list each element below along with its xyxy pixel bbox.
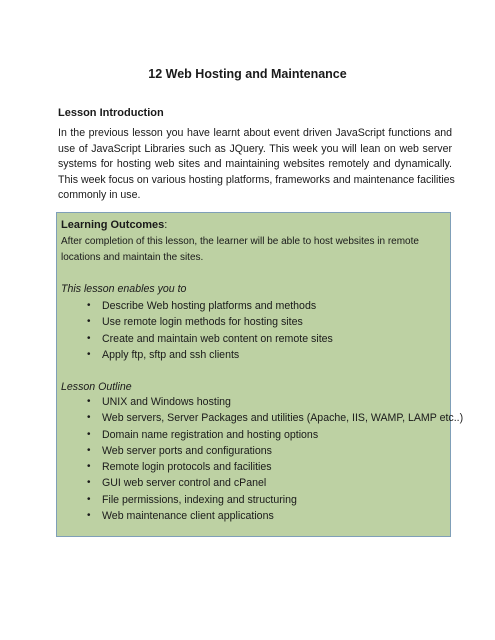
list-item-text: Web server ports and configurations [102, 444, 272, 457]
list-item-text: Apply ftp, sftp and ssh clients [102, 348, 240, 361]
bullet-icon: • [87, 428, 91, 440]
learning-outcomes-box [56, 212, 464, 537]
bullet-icon: • [87, 300, 91, 311]
page-title: 12 Web Hosting and Maintenance [148, 67, 347, 81]
list-item [87, 494, 463, 510]
bullet-icon: • [87, 444, 91, 456]
list-item [87, 445, 463, 461]
bullet-icon: • [87, 477, 91, 489]
lesson-introduction-heading: Lesson Introduction [58, 107, 164, 119]
list-item-text: UNIX and Windows hosting [102, 396, 231, 408]
enables-list [87, 300, 333, 365]
list-item [87, 510, 463, 526]
list-item [87, 412, 463, 428]
list-item [87, 461, 463, 477]
list-item [87, 316, 333, 332]
list-item [87, 429, 463, 445]
bullet-icon: • [87, 332, 91, 344]
lesson-introduction-text [58, 126, 455, 204]
bullet-icon: • [87, 461, 91, 473]
outline-heading: Lesson Outline [61, 381, 132, 393]
bullet-icon: • [87, 348, 91, 360]
intro-line: use of JavaScript Libraries such as JQuery. This week you will lean on web server [58, 142, 452, 155]
list-item [87, 349, 333, 365]
intro-line: In the previous lesson you have learnt about event driven JavaScript functions and [58, 127, 452, 139]
list-item-text: Web maintenance client applications [102, 510, 274, 523]
list-item-text: Domain name registration and hosting options [102, 428, 319, 441]
learning-outcomes-label: Learning Outcomes [61, 219, 165, 231]
learning-outcomes-heading [61, 219, 167, 231]
list-item-text: Remote login protocols and facilities [102, 461, 272, 474]
list-item-text: Web servers, Server Packages and utilities (Apache, IIS, WAMP, LAMP etc..) [102, 412, 464, 425]
bullet-icon: • [87, 510, 91, 522]
bullet-icon: • [87, 493, 91, 505]
bullet-icon: • [87, 396, 91, 407]
outline-list [87, 396, 463, 526]
list-item [87, 300, 333, 316]
list-item [87, 477, 463, 493]
list-item-text: Describe Web hosting platforms and methods [102, 300, 317, 312]
bullet-icon: • [87, 316, 91, 328]
intro-line: This week focus on various hosting platforms, frameworks and maintenance facilities [58, 173, 455, 186]
intro-line: systems for hosting web sites and maintaining websites remotely and dynamically. [58, 158, 452, 171]
list-item-text: Use remote login methods for hosting sites [102, 316, 303, 329]
list-item-text: File permissions, indexing and structuring [102, 493, 297, 506]
list-item-text: Create and maintain web content on remote sites [102, 332, 333, 345]
learning-outcomes-colon: : [164, 219, 168, 231]
outcomes-description-line: locations and maintain the sites. [61, 252, 204, 263]
intro-line: commonly in use. [58, 189, 141, 202]
list-item-text: GUI web server control and cPanel [102, 477, 267, 490]
list-item [87, 333, 333, 349]
outcomes-description-line: After completion of this lesson, the learner will be able to host websites in remote [61, 236, 419, 247]
list-item [87, 396, 463, 412]
enables-heading: This lesson enables you to [61, 283, 187, 295]
bullet-icon: • [87, 412, 91, 424]
